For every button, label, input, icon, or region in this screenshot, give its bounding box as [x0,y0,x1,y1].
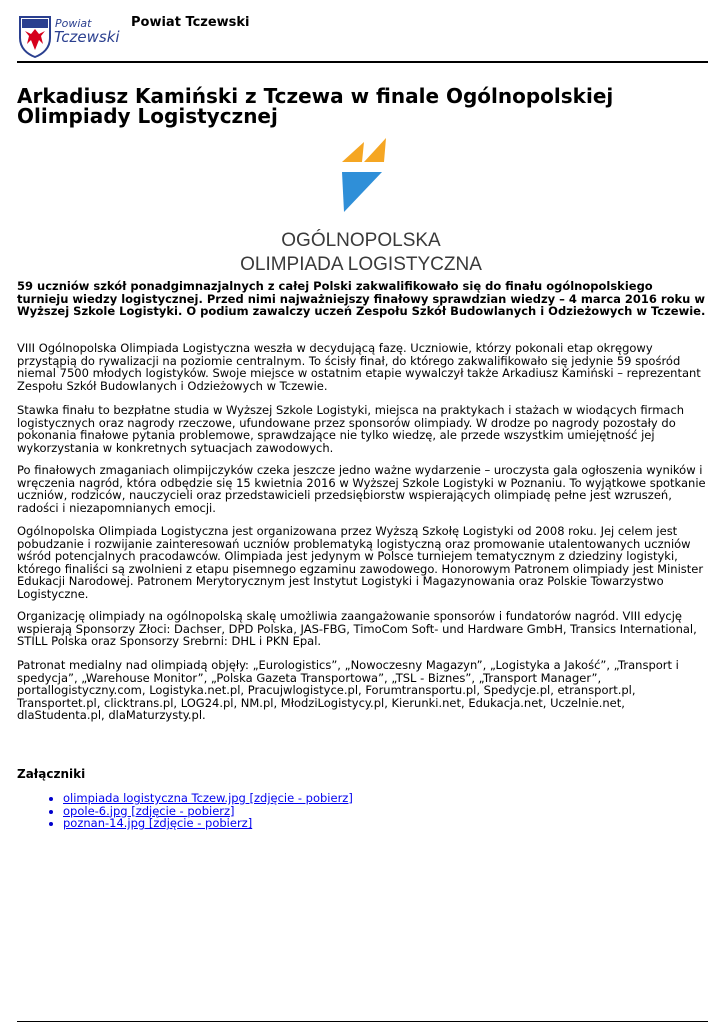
logo-text-big: Tczewski [54,28,120,46]
article-paragraph: Ogólnopolska Olimpiada Logistyczna jest organizowana przez Wyższą Szkołę Logistyki od 2008 roku. Jej celem jest pobudzanie i rozwijanie zainteresowań uczniów problematyką logistyczną oraz promowanie utalentowanych uczniów wśród potencjalnych pracodawców. Olimpiada jest jedynym w Polsce turniejem tematycznym z dziedziny logistyki, którego finaliści są zwolnieni z etapu pisemnego egzaminu zawodowego. Honorowym Patronem olimpiady jest Minister Edukacji Narodowej. Patronem Merytorycznym jest Instytut Logistyki i Magazynowania oraz Polskie Towarzystwo Logistyczne. [17,524,704,601]
list-item [63,817,663,830]
attachments-heading: Załączniki [17,767,86,781]
header-divider [17,61,708,63]
footer-divider [17,1021,708,1022]
article-paragraph: Organizację olimpiady na ogólnopolską skalę umożliwia zaangażowanie sponsorów i fundatorów nagród. VIII edycję wspierają Sponsorzy Złoci: Dachser, DPD Polska, JAS-FBG, TimoCom Soft- und Hardware GmbH, Transics International, STILL Polska oraz Sponsorzy Srebrni: DHL i PKN Epal. [17,609,697,649]
attachments-list [17,792,663,830]
hero-line-2: OLIMPIADA LOGISTYCZNA [240,254,482,275]
article-paragraph: Po finałowych zmaganiach olimpijczyków czeka jeszcze jedno ważne wydarzenie – uroczysta gala ogłoszenia wyników i wręczenia nagród, która odbędzie się 15 kwietnia 2016 w Wyższej Szkole Logistyki w Poznaniu. To wyjątkowe spotkanie uczniów, rodziców, nauczycieli oraz przedstawicieli przedsiębiorstw wspierających olimpiadę pełne jest wzruszeń, radości i niezapomnianych emocji. [17,463,706,515]
article-title: Arkadiusz Kamiński z Tczewa w finale Ogólnopolskiej Olimpiady Logistycznej [17,84,614,128]
orange-mark-right [364,138,386,162]
orange-mark-left [342,142,364,162]
olympiad-logo-image [230,132,492,278]
powiat-logo[interactable] [17,14,120,58]
hero-line-1: OGÓLNOPOLSKA [281,230,441,251]
article-lead: 59 uczniów szkół ponadgimnazjalnych z całej Polski zakwalifikowało się do finału ogólnopolskiego turnieju wiedzy logistycznej. Przed nimi najważniejszy finałowy sprawdzian wiedzy – 4 marca 2016 roku w Wyższej Szkole Logistyki. O podium zawalczy uczeń Zespołu Szkół Budowlanych i Odzieżowych w Tczewie. [17,279,706,319]
attachment-link[interactable]: opole-6.jpg [zdjęcie - pobierz] [63,803,235,818]
blue-mark [342,172,382,212]
article-paragraph: VIII Ogólnopolska Olimpiada Logistyczna weszła w decydującą fazę. Uczniowie, którzy pokonali etap okręgowy przystąpią do rywalizacji na poziomie centralnym. To ścisły finał, do którego zakwalifikowało się jedynie 59 spośród niemal 7500 młodych logistyków. Swoje miejsce w ostatnim etapie wywalczył także Arkadiusz Kamiński – reprezentant Zespołu Szkół Budowlanych i Odzieżowych w Tczewie. [17,341,701,393]
attachment-link[interactable]: olimpiada logistyczna Tczew.jpg [zdjęcie - pobierz] [63,791,353,805]
article-paragraph: Stawka finału to bezpłatne studia w Wyższej Szkole Logistyki, miejsca na praktykach i stażach w wiodących firmach logistycznych oraz nagrody rzeczowe, ufundowane przez sponsorów olimpiady. W drodze po nagrody pozostały do pokonania finałowe pytania problemowe, sprawdzające nie tylko wiedzę, ale przede wszystkim umiejętność jej wykorzystania w konkretnych sytuacjach zawodowych. [17,403,685,455]
page-header [17,14,708,64]
coat-of-arms-icon [17,14,53,58]
site-title: Powiat Tczewski [131,15,250,30]
logo-text-small: Powiat [55,17,92,30]
attachment-link[interactable]: poznan-14.jpg [zdjęcie - pobierz] [63,816,253,831]
olympiad-logo-graphic [230,132,492,278]
article-paragraph: Patronat medialny nad olimpiadą objęły: „Eurologistics”, „Nowoczesny Magazyn”, „Logistyka a Jakość”, „Transport i spedycja”, „Warehouse Monitor”, „Polska Gazeta Transportowa”, „TSL - Biznes”, „Transport Manager”, portallogistyczny.com, Logistyka.net.pl, Pracujwlogistyce.pl, Forumtransportu.pl, Spedycje.pl, etransport.pl, Transportet.pl, clicktrans.pl, LOG24.pl, NM.pl, MłodziLogistycy.pl, Kierunki.net, Edukacja.net, Uczelnie.net, dlaStudenta.pl, dlaMaturzysty.pl. [17,658,679,723]
